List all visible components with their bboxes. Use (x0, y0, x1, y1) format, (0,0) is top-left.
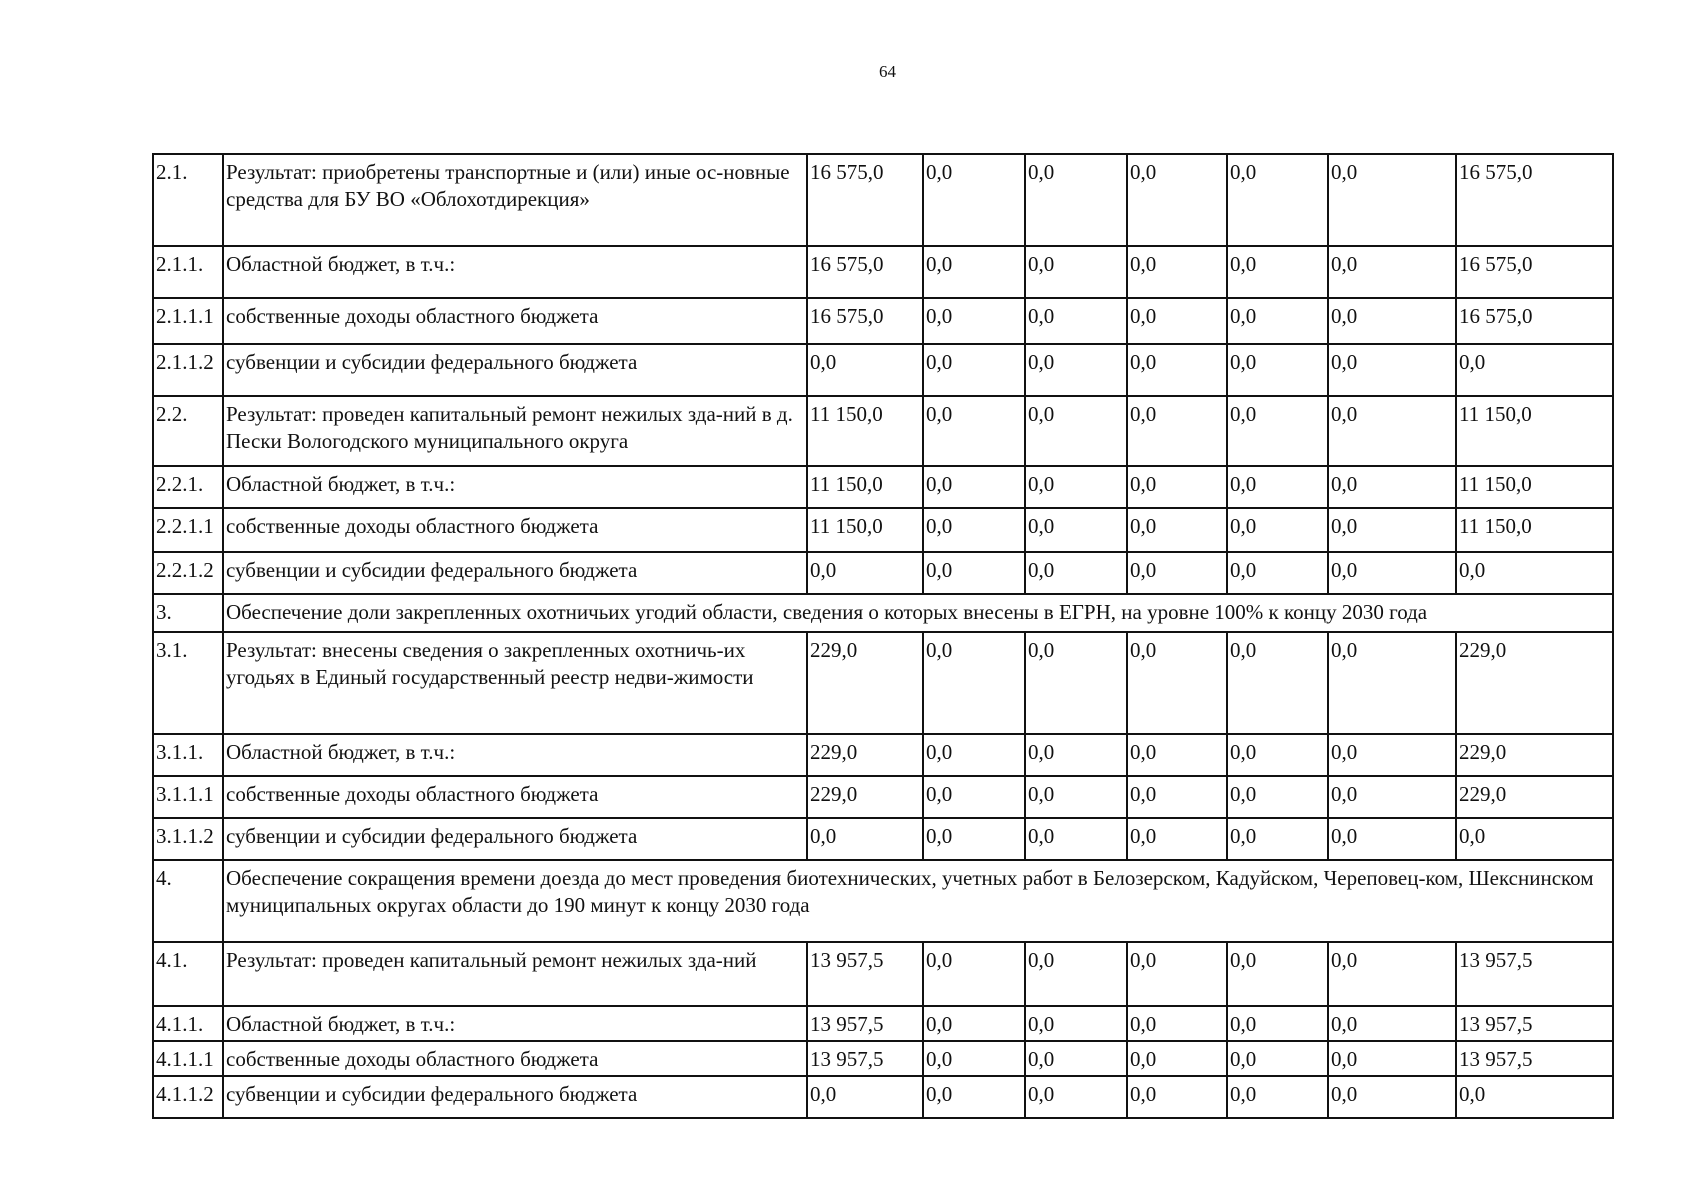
table-row (153, 632, 1613, 734)
row-value: 229,0 (807, 776, 923, 818)
page-number: 64 (879, 62, 896, 81)
row-value: 0,0 (1328, 632, 1456, 734)
row-code: 2.2.1.2 (153, 552, 223, 594)
row-value: 0,0 (1025, 1006, 1127, 1041)
table-row (153, 344, 1613, 396)
row-value: 0,0 (1127, 942, 1227, 1006)
row-total-value: 16 575,0 (1456, 298, 1613, 344)
row-value: 0,0 (1025, 154, 1127, 246)
row-value: 11 150,0 (807, 396, 923, 466)
row-value: 0,0 (1127, 246, 1227, 298)
row-total-value: 11 150,0 (1456, 466, 1613, 508)
row-code: 2.1. (153, 154, 223, 246)
row-value: 0,0 (1025, 396, 1127, 466)
row-description: Областной бюджет, в т.ч.: (223, 246, 807, 298)
row-value: 0,0 (923, 776, 1025, 818)
row-value: 229,0 (807, 734, 923, 776)
row-value: 16 575,0 (807, 154, 923, 246)
row-total-value: 229,0 (1456, 632, 1613, 734)
row-value: 0,0 (1227, 552, 1328, 594)
row-value: 0,0 (1025, 942, 1127, 1006)
row-value: 0,0 (1227, 344, 1328, 396)
row-description: Областной бюджет, в т.ч.: (223, 1006, 807, 1041)
row-value: 0,0 (1328, 246, 1456, 298)
row-total-value: 0,0 (1456, 344, 1613, 396)
row-value: 0,0 (1328, 818, 1456, 860)
row-value: 0,0 (923, 734, 1025, 776)
row-value: 0,0 (923, 298, 1025, 344)
row-value: 0,0 (1127, 466, 1227, 508)
row-value: 0,0 (807, 1076, 923, 1118)
row-value: 0,0 (1025, 466, 1127, 508)
row-value: 0,0 (1227, 632, 1328, 734)
row-total-value: 16 575,0 (1456, 246, 1613, 298)
row-value: 0,0 (1025, 298, 1127, 344)
row-value: 0,0 (1328, 344, 1456, 396)
row-value: 0,0 (1227, 776, 1328, 818)
row-value: 0,0 (1025, 552, 1127, 594)
row-value: 0,0 (1025, 508, 1127, 552)
row-total-value: 11 150,0 (1456, 508, 1613, 552)
table-row (153, 1041, 1613, 1076)
row-description: субвенции и субсидии федерального бюджета (223, 344, 807, 396)
row-value: 0,0 (1328, 734, 1456, 776)
row-value: 0,0 (1227, 734, 1328, 776)
row-description: субвенции и субсидии федерального бюджета (223, 818, 807, 860)
row-total-value: 13 957,5 (1456, 1006, 1613, 1041)
row-value: 0,0 (1328, 942, 1456, 1006)
table-row (153, 734, 1613, 776)
table-row (153, 246, 1613, 298)
row-code: 3.1.1.1 (153, 776, 223, 818)
row-value: 13 957,5 (807, 1041, 923, 1076)
row-code: 2.2.1.1 (153, 508, 223, 552)
table-row (153, 1076, 1613, 1118)
row-value: 0,0 (1328, 1041, 1456, 1076)
row-description: Обеспечение сокращения времени доезда до мест проведения биотехнических, учетных работ в Белозерском, Кадуйском, Череповец-ком, Шекснинском муниципальных округах области до 190 минут к концу 2030 года (223, 860, 1613, 942)
row-value: 0,0 (1227, 508, 1328, 552)
row-value: 0,0 (1127, 632, 1227, 734)
row-code: 4.1.1. (153, 1006, 223, 1041)
row-value: 16 575,0 (807, 246, 923, 298)
row-value: 0,0 (1328, 1006, 1456, 1041)
row-description: Областной бюджет, в т.ч.: (223, 734, 807, 776)
row-value: 0,0 (923, 466, 1025, 508)
row-value: 0,0 (1127, 508, 1227, 552)
row-description: собственные доходы областного бюджета (223, 508, 807, 552)
row-value: 0,0 (1227, 298, 1328, 344)
row-description: Результат: внесены сведения о закрепленных охотничь-их угодьях в Единый государственный реестр недви-жимости (223, 632, 807, 734)
row-value: 0,0 (1328, 508, 1456, 552)
row-value: 0,0 (1328, 1076, 1456, 1118)
row-description: собственные доходы областного бюджета (223, 776, 807, 818)
row-value: 0,0 (923, 344, 1025, 396)
row-value: 13 957,5 (807, 942, 923, 1006)
row-total-value: 0,0 (1456, 1076, 1613, 1118)
row-value: 0,0 (923, 632, 1025, 734)
row-description: собственные доходы областного бюджета (223, 1041, 807, 1076)
table-row (153, 1006, 1613, 1041)
row-value: 0,0 (923, 154, 1025, 246)
budget-table-body (153, 154, 1613, 1118)
row-value: 0,0 (1227, 466, 1328, 508)
budget-table (152, 153, 1614, 1119)
row-description: субвенции и субсидии федерального бюджета (223, 1076, 807, 1118)
row-code: 3. (153, 594, 223, 632)
row-description: субвенции и субсидии федерального бюджета (223, 552, 807, 594)
row-total-value: 11 150,0 (1456, 396, 1613, 466)
row-value: 0,0 (1127, 344, 1227, 396)
row-value: 0,0 (1025, 632, 1127, 734)
row-value: 0,0 (1328, 466, 1456, 508)
row-value: 0,0 (1227, 1006, 1328, 1041)
row-value: 0,0 (1328, 298, 1456, 344)
row-value: 0,0 (1227, 246, 1328, 298)
row-description: Областной бюджет, в т.ч.: (223, 466, 807, 508)
row-value: 0,0 (1227, 818, 1328, 860)
row-value: 0,0 (1025, 246, 1127, 298)
row-value: 0,0 (1127, 1006, 1227, 1041)
row-total-value: 16 575,0 (1456, 154, 1613, 246)
row-code: 2.1.1.1 (153, 298, 223, 344)
row-value: 0,0 (1127, 1041, 1227, 1076)
table-row (153, 508, 1613, 552)
row-code: 4.1.1.1 (153, 1041, 223, 1076)
row-code: 4.1. (153, 942, 223, 1006)
row-code: 3.1.1. (153, 734, 223, 776)
row-code: 2.1.1. (153, 246, 223, 298)
row-value: 11 150,0 (807, 508, 923, 552)
row-value: 0,0 (1328, 552, 1456, 594)
row-value: 0,0 (1025, 344, 1127, 396)
row-total-value: 13 957,5 (1456, 1041, 1613, 1076)
row-value: 0,0 (923, 1041, 1025, 1076)
row-value: 0,0 (923, 818, 1025, 860)
row-value: 0,0 (923, 1006, 1025, 1041)
row-code: 4. (153, 860, 223, 942)
row-value: 0,0 (1025, 1076, 1127, 1118)
row-value: 0,0 (1227, 396, 1328, 466)
table-row (153, 552, 1613, 594)
row-value: 0,0 (807, 344, 923, 396)
row-description: собственные доходы областного бюджета (223, 298, 807, 344)
row-value: 0,0 (1127, 818, 1227, 860)
row-code: 2.2.1. (153, 466, 223, 508)
row-value: 0,0 (1025, 776, 1127, 818)
row-value: 0,0 (1025, 1041, 1127, 1076)
row-value: 0,0 (1328, 154, 1456, 246)
row-value: 0,0 (1328, 776, 1456, 818)
row-description: Результат: проведен капитальный ремонт нежилых зда-ний в д. Пески Вологодского муниципального округа (223, 396, 807, 466)
row-value: 11 150,0 (807, 466, 923, 508)
table-row (153, 594, 1613, 632)
table-row (153, 396, 1613, 466)
row-value: 16 575,0 (807, 298, 923, 344)
table-row (153, 466, 1613, 508)
row-total-value: 229,0 (1456, 734, 1613, 776)
row-value: 0,0 (1127, 154, 1227, 246)
row-value: 13 957,5 (807, 1006, 923, 1041)
row-value: 0,0 (807, 552, 923, 594)
row-value: 0,0 (1127, 776, 1227, 818)
row-value: 0,0 (1127, 552, 1227, 594)
row-code: 3.1.1.2 (153, 818, 223, 860)
row-value: 0,0 (1127, 298, 1227, 344)
table-row (153, 818, 1613, 860)
row-code: 3.1. (153, 632, 223, 734)
row-value: 0,0 (1227, 154, 1328, 246)
row-value: 0,0 (923, 396, 1025, 466)
row-value: 0,0 (923, 508, 1025, 552)
row-value: 0,0 (1227, 1041, 1328, 1076)
row-value: 0,0 (1025, 818, 1127, 860)
row-total-value: 229,0 (1456, 776, 1613, 818)
table-row (153, 154, 1613, 246)
row-value: 0,0 (923, 942, 1025, 1006)
row-value: 0,0 (807, 818, 923, 860)
row-total-value: 0,0 (1456, 552, 1613, 594)
row-value: 0,0 (1127, 396, 1227, 466)
row-description: Обеспечение доли закрепленных охотничьих угодий области, сведения о которых внесены в ЕГРН, на уровне 100% к концу 2030 года (223, 594, 1613, 632)
table-row (153, 298, 1613, 344)
row-description: Результат: приобретены транспортные и (или) иные ос-новные средства для БУ ВО «Облохотдирекция» (223, 154, 807, 246)
row-total-value: 13 957,5 (1456, 942, 1613, 1006)
table-row (153, 942, 1613, 1006)
row-value: 0,0 (923, 552, 1025, 594)
table-row (153, 776, 1613, 818)
table-row (153, 860, 1613, 942)
row-code: 2.1.1.2 (153, 344, 223, 396)
row-value: 0,0 (923, 246, 1025, 298)
row-description: Результат: проведен капитальный ремонт нежилых зда-ний (223, 942, 807, 1006)
row-value: 0,0 (1227, 942, 1328, 1006)
row-total-value: 0,0 (1456, 818, 1613, 860)
row-code: 2.2. (153, 396, 223, 466)
row-value: 229,0 (807, 632, 923, 734)
row-code: 4.1.1.2 (153, 1076, 223, 1118)
row-value: 0,0 (923, 1076, 1025, 1118)
row-value: 0,0 (1328, 396, 1456, 466)
row-value: 0,0 (1127, 734, 1227, 776)
row-value: 0,0 (1227, 1076, 1328, 1118)
row-value: 0,0 (1127, 1076, 1227, 1118)
row-value: 0,0 (1025, 734, 1127, 776)
